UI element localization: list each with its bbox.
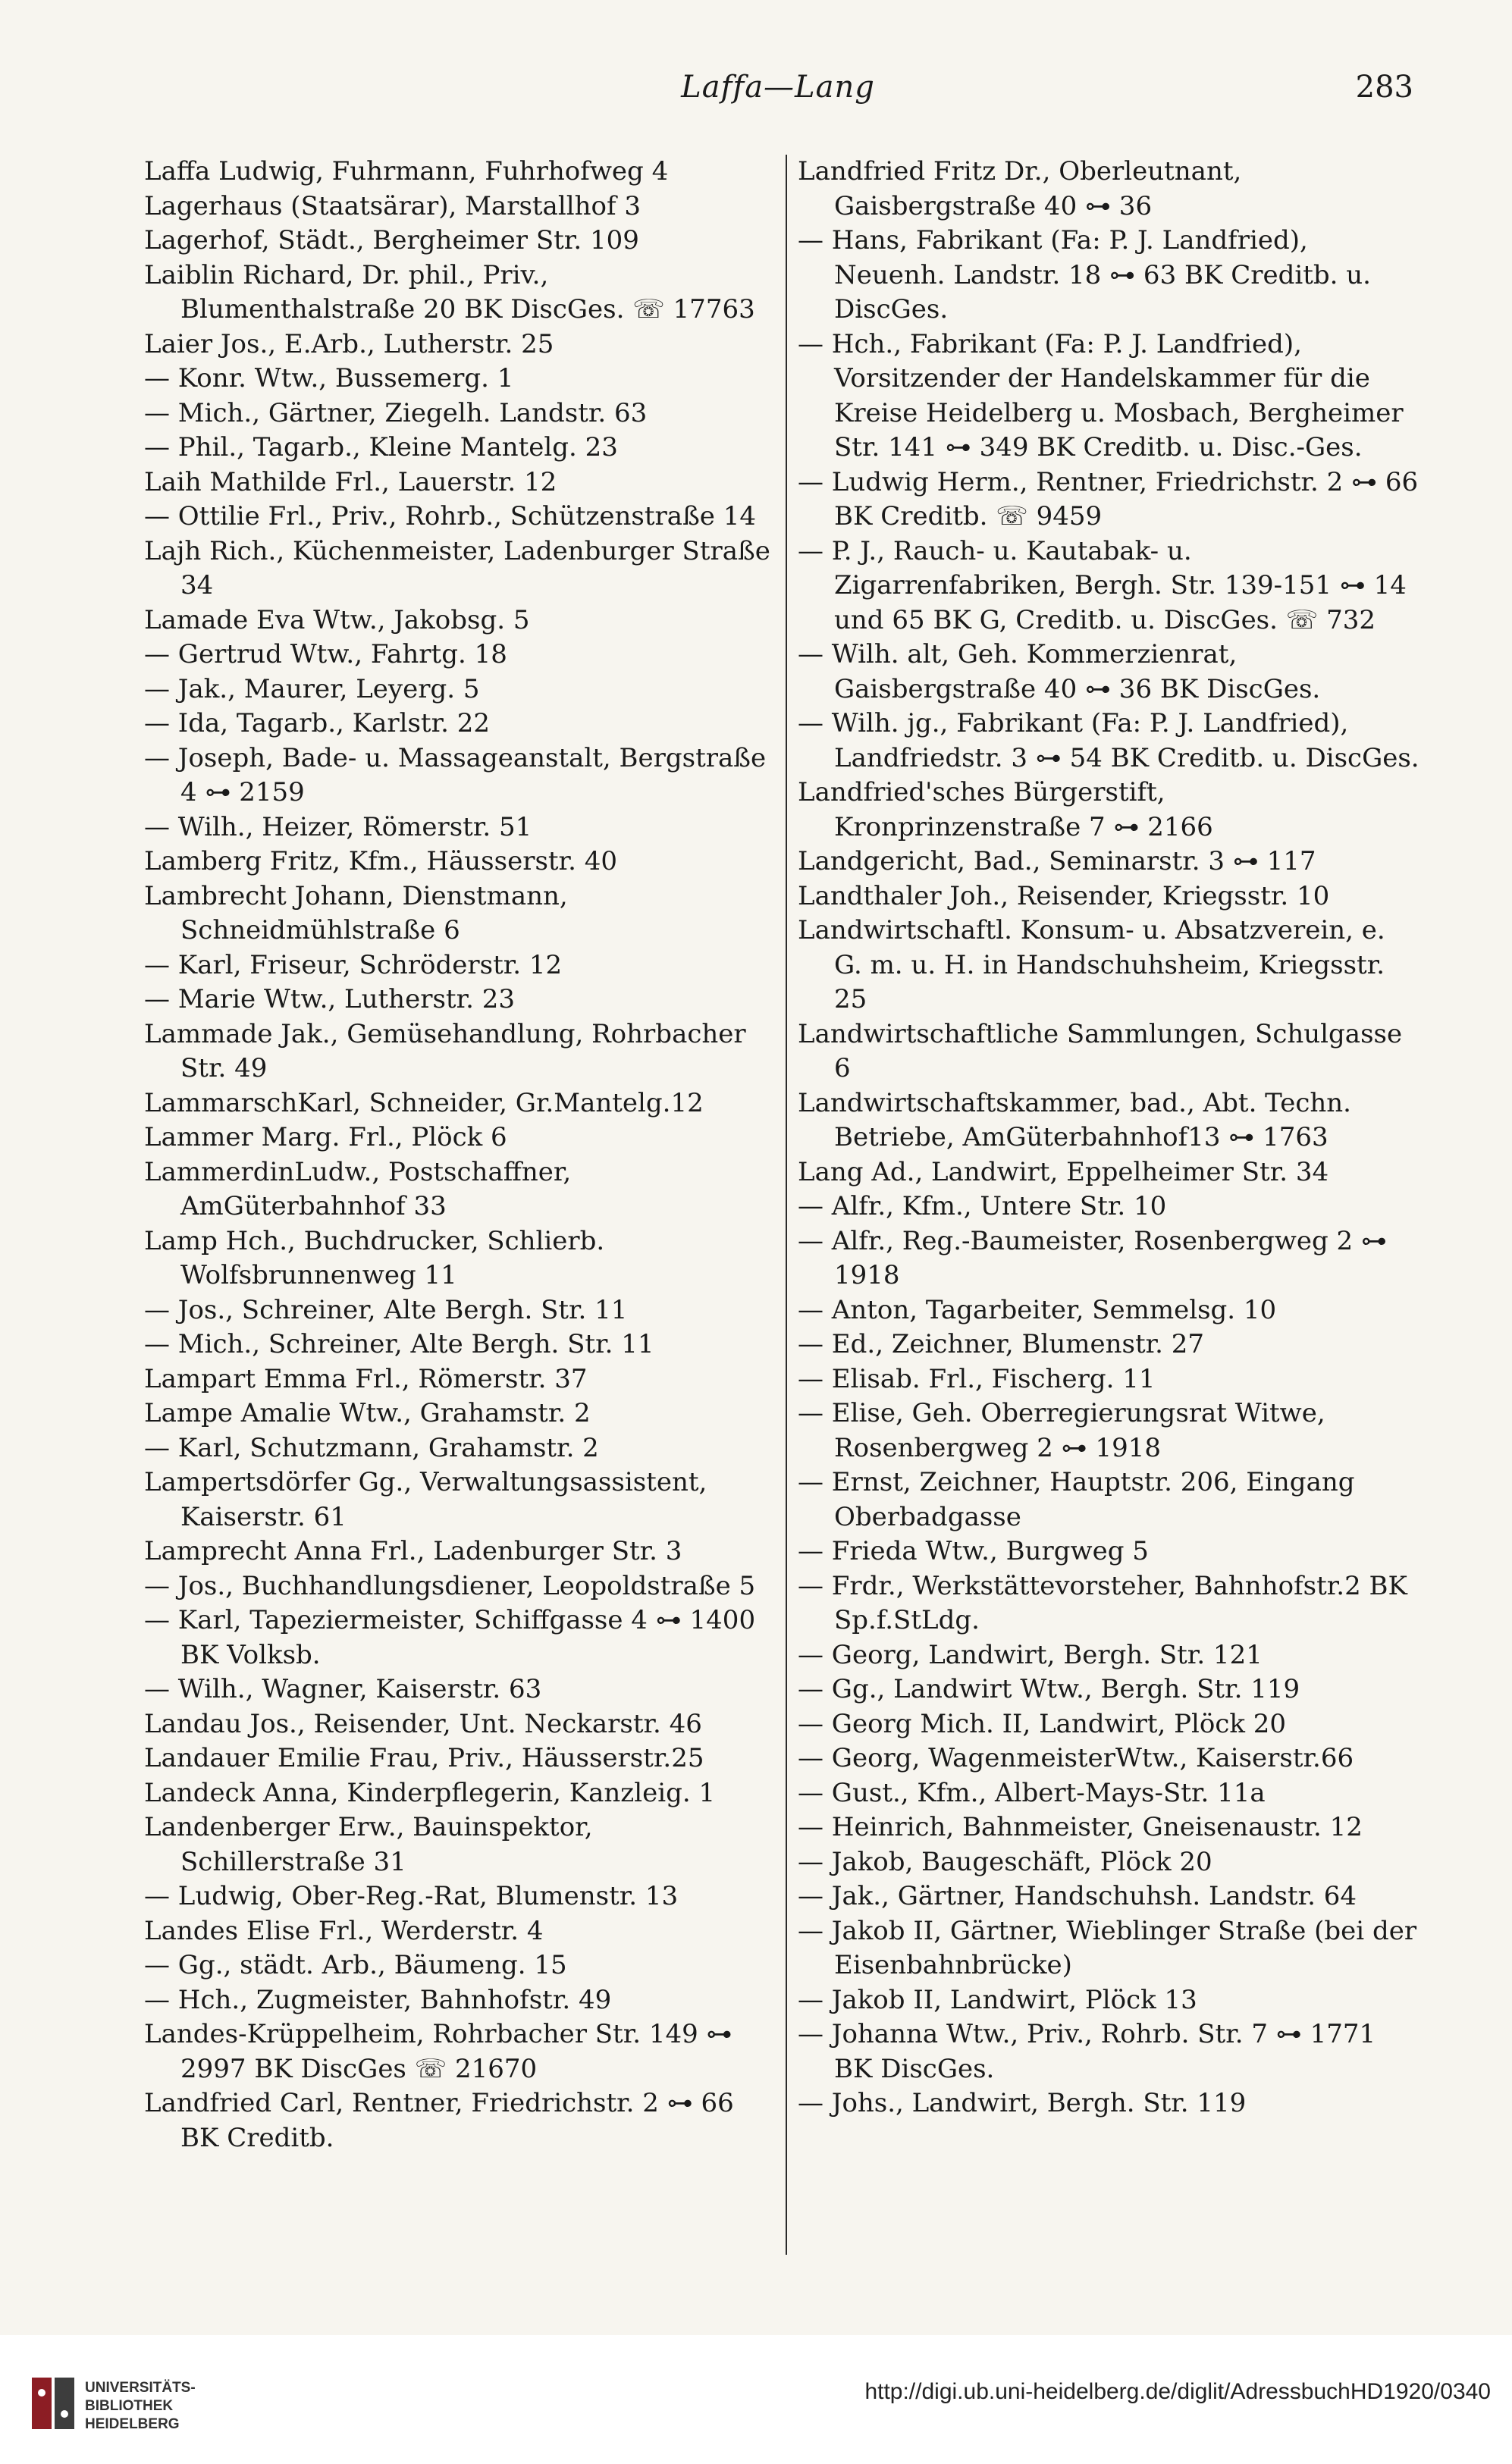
directory-entry: Landwirtschaftliche Sammlungen, Schulgasse 6 bbox=[798, 1018, 1403, 1083]
directory-entry: — Hch., Fabrikant (Fa: P. J. Landfried), Vorsitzender der Handelskammer für die Kreise Heidelberg u. Mosbach, Bergheimer Str. 141 ⊶ 349 BK Creditb. u. Disc.-Ges. bbox=[798, 328, 1404, 462]
directory-entry: Landau Jos., Reisender, Unt. Neckarstr. 46 bbox=[144, 1708, 702, 1739]
directory-entry: — Johs., Landwirt, Bergh. Str. 119 bbox=[798, 2088, 1247, 2118]
directory-entry: — Johanna Wtw., Priv., Rohrb. Str. 7 ⊶ 1771 BK DiscGes. bbox=[798, 2019, 1376, 2084]
directory-entry: Lammade Jak., Gemüsehandlung, Rohrbacher Str. 49 bbox=[144, 1018, 746, 1083]
directory-entry: — Mich., Gärtner, Ziegelh. Landstr. 63 bbox=[144, 397, 648, 428]
directory-entry: — Georg, WagenmeisterWtw., Kaiserstr.66 bbox=[798, 1743, 1354, 1773]
directory-entry: — Gertrud Wtw., Fahrtg. 18 bbox=[144, 639, 507, 669]
directory-entry: Lamberg Fritz, Kfm., Häusserstr. 40 bbox=[144, 846, 617, 876]
directory-entry: — Alfr., Kfm., Untere Str. 10 bbox=[798, 1191, 1167, 1221]
directory-entry: — Mich., Schreiner, Alte Bergh. Str. 11 bbox=[144, 1329, 654, 1359]
directory-entry: — Georg, Landwirt, Bergh. Str. 121 bbox=[798, 1639, 1263, 1670]
directory-entry: Lajh Rich., Küchenmeister, Ladenburger Straße 34 bbox=[144, 535, 770, 600]
library-logo[interactable] bbox=[30, 2373, 212, 2434]
directory-entry: — Karl, Schutzmann, Grahamstr. 2 bbox=[144, 1432, 599, 1463]
directory-entry: Lamprecht Anna Frl., Ladenburger Str. 3 bbox=[144, 1536, 682, 1566]
directory-entry: — Wilh. alt, Geh. Kommerzienrat, Gaisbergstraße 40 ⊶ 36 BK DiscGes. bbox=[798, 639, 1321, 704]
directory-entry: — Ernst, Zeichner, Hauptstr. 206, Eingang Oberbadgasse bbox=[798, 1467, 1355, 1532]
directory-entry: Landfried'sches Bürgerstift, Kronprinzenstraße 7 ⊶ 2166 bbox=[798, 777, 1213, 842]
directory-entry: — Jak., Maurer, Leyerg. 5 bbox=[144, 673, 480, 704]
directory-entry: — Elise, Geh. Oberregierungsrat Witwe, Rosenbergweg 2 ⊶ 1918 bbox=[798, 1398, 1325, 1463]
directory-entry: Lampart Emma Frl., Römerstr. 37 bbox=[144, 1363, 588, 1394]
directory-entry: Landes-Krüppelheim, Rohrbacher Str. 149 ⊶ 2997 BK DiscGes ☏ 21670 bbox=[144, 2019, 732, 2084]
directory-entry: — Heinrich, Bahnmeister, Gneisenaustr. 12 bbox=[798, 1812, 1363, 1842]
directory-entry: Laiblin Richard, Dr. phil., Priv., Blumenthalstraße 20 BK DiscGes. ☏ 17763 bbox=[144, 259, 755, 324]
directory-entry: Laffa Ludwig, Fuhrmann, Fuhrhofweg 4 bbox=[144, 156, 669, 187]
directory-entry: Lang Ad., Landwirt, Eppelheimer Str. 34 bbox=[798, 1156, 1329, 1187]
source-url[interactable]: http://digi.ub.uni-heidelberg.de/diglit/AdressbuchHD1920/0340 bbox=[864, 2379, 1491, 2404]
directory-entry: — Elisab. Frl., Fischerg. 11 bbox=[798, 1363, 1156, 1394]
directory-entry: — Gg., Landwirt Wtw., Bergh. Str. 119 bbox=[798, 1674, 1300, 1704]
directory-entry: — Joseph, Bade- u. Massageanstalt, Bergstraße 4 ⊶ 2159 bbox=[144, 742, 767, 807]
directory-entry: Landauer Emilie Frau, Priv., Häusserstr.25 bbox=[144, 1743, 704, 1773]
directory-entry: — Wilh. jg., Fabrikant (Fa: P. J. Landfried), Landfriedstr. 3 ⊶ 54 BK Creditb. u. DiscGes. bbox=[798, 708, 1419, 773]
library-name bbox=[85, 2379, 196, 2434]
directory-entry: — Ed., Zeichner, Blumenstr. 27 bbox=[798, 1329, 1205, 1359]
directory-entry: LammerdinLudw., Postschaffner, AmGüterbahnhof 33 bbox=[144, 1156, 572, 1221]
directory-entry: Lampe Amalie Wtw., Grahamstr. 2 bbox=[144, 1398, 591, 1428]
directory-entry: Landenberger Erw., Bauinspektor, Schillerstraße 31 bbox=[144, 1812, 593, 1877]
directory-entry: — Gg., städt. Arb., Bäumeng. 15 bbox=[144, 1950, 567, 1980]
directory-entry: — Phil., Tagarb., Kleine Mantelg. 23 bbox=[144, 432, 618, 462]
directory-entry: Landfried Fritz Dr., Oberleutnant, Gaisbergstraße 40 ⊶ 36 bbox=[798, 156, 1242, 221]
directory-entry: — Alfr., Reg.-Baumeister, Rosenbergweg 2 ⊶ 1918 bbox=[798, 1225, 1387, 1290]
directory-entry: Lagerhof, Städt., Bergheimer Str. 109 bbox=[144, 225, 639, 255]
directory-entry: — Karl, Tapeziermeister, Schiffgasse 4 ⊶ 1400 BK Volksb. bbox=[144, 1605, 756, 1670]
directory-entry: Landfried Carl, Rentner, Friedrichstr. 2 ⊶ 66 BK Creditb. bbox=[144, 2088, 734, 2153]
directory-entry: — Georg Mich. II, Landwirt, Plöck 20 bbox=[798, 1708, 1287, 1739]
directory-entry: — Wilh., Heizer, Römerstr. 51 bbox=[144, 811, 532, 842]
directory-entry: Lagerhaus (Staatsärar), Marstallhof 3 bbox=[144, 190, 641, 221]
directory-entry: Lamp Hch., Buchdrucker, Schlierb. Wolfsbrunnenweg 11 bbox=[144, 1225, 605, 1290]
directory-entry: — Frdr., Werkstättevorsteher, Bahnhofstr.2 BK Sp.f.StLdg. bbox=[798, 1570, 1407, 1635]
directory-entry: — Jos., Schreiner, Alte Bergh. Str. 11 bbox=[144, 1294, 628, 1325]
directory-entry: Lamade Eva Wtw., Jakobsg. 5 bbox=[144, 604, 530, 635]
library-crest-icon bbox=[30, 2373, 76, 2434]
directory-entry: Landthaler Joh., Reisender, Kriegsstr. 10 bbox=[798, 880, 1330, 911]
directory-entry: — Karl, Friseur, Schröderstr. 12 bbox=[144, 949, 563, 980]
directory-entry: — Jakob II, Gärtner, Wieblinger Straße (bei der Eisenbahnbrücke) bbox=[798, 1915, 1417, 1980]
directory-entry: — Jakob, Baugeschäft, Plöck 20 bbox=[798, 1846, 1212, 1877]
left-column bbox=[144, 155, 773, 2217]
directory-entry: — Anton, Tagarbeiter, Semmelsg. 10 bbox=[798, 1294, 1277, 1325]
directory-entry: — Gust., Kfm., Albert-Mays-Str. 11a bbox=[798, 1777, 1266, 1808]
library-name-line: HEIDELBERG bbox=[85, 2416, 180, 2432]
directory-entry: — Konr. Wtw., Bussemerg. 1 bbox=[144, 363, 514, 393]
directory-entry: — Marie Wtw., Lutherstr. 23 bbox=[144, 984, 515, 1014]
directory-entry: — P. J., Rauch- u. Kautabak- u. Zigarrenfabriken, Bergh. Str. 139-151 ⊶ 14 und 65 BK G, Creditb. u. DiscGes. ☏ 732 bbox=[798, 535, 1407, 635]
directory-entry: — Hch., Zugmeister, Bahnhofstr. 49 bbox=[144, 1984, 612, 2015]
page-header bbox=[143, 70, 1413, 115]
directory-entry: Lambrecht Johann, Dienstmann, Schneidmühlstraße 6 bbox=[144, 880, 568, 945]
directory-entry: Landwirtschaftskammer, bad., Abt. Techn. Betriebe, AmGüterbahnhof13 ⊶ 1763 bbox=[798, 1087, 1351, 1152]
directory-entry: Lammer Marg. Frl., Plöck 6 bbox=[144, 1122, 507, 1152]
directory-entry: — Jak., Gärtner, Handschuhsh. Landstr. 64 bbox=[798, 1881, 1357, 1911]
directory-entry: — Ludwig, Ober-Reg.-Rat, Blumenstr. 13 bbox=[144, 1881, 679, 1911]
directory-entry: Landes Elise Frl., Werderstr. 4 bbox=[144, 1915, 544, 1946]
directory-entry: Landgericht, Bad., Seminarstr. 3 ⊶ 117 bbox=[798, 846, 1316, 876]
directory-entry: LammarschKarl, Schneider, Gr.Mantelg.12 bbox=[144, 1087, 704, 1118]
directory-entry: Landeck Anna, Kinderpflegerin, Kanzleig. 1 bbox=[144, 1777, 716, 1808]
directory-entry: — Ludwig Herm., Rentner, Friedrichstr. 2 ⊶ 66 BK Creditb. ☏ 9459 bbox=[798, 466, 1419, 531]
right-column bbox=[798, 155, 1419, 2217]
directory-entry: Lampertsdörfer Gg., Verwaltungsassistent, Kaiserstr. 61 bbox=[144, 1467, 707, 1532]
column-divider bbox=[786, 155, 787, 2255]
directory-entry: — Ottilie Frl., Priv., Rohrb., Schützenstraße 14 bbox=[144, 501, 756, 531]
library-name-line: BIBLIOTHEK bbox=[85, 2398, 174, 2414]
directory-entry: Landwirtschaftl. Konsum- u. Absatzverein, e. G. m. u. H. in Handschuhsheim, Kriegsstr. 25 bbox=[798, 915, 1385, 1014]
directory-entry: Laih Mathilde Frl., Lauerstr. 12 bbox=[144, 466, 557, 497]
directory-entry: — Frieda Wtw., Burgweg 5 bbox=[798, 1536, 1149, 1566]
directory-entry: — Ida, Tagarb., Karlstr. 22 bbox=[144, 708, 490, 738]
library-name-line: UNIVERSITÄTS- bbox=[85, 2380, 196, 2396]
directory-entry: — Jos., Buchhandlungsdiener, Leopoldstraße 5 bbox=[144, 1570, 756, 1601]
directory-entry: — Jakob II, Landwirt, Plöck 13 bbox=[798, 1984, 1197, 2015]
page-number: 283 bbox=[1355, 70, 1413, 105]
directory-entry: — Wilh., Wagner, Kaiserstr. 63 bbox=[144, 1674, 542, 1704]
running-title: Laffa—Lang bbox=[681, 70, 875, 105]
directory-entry: Laier Jos., E.Arb., Lutherstr. 25 bbox=[144, 328, 554, 359]
directory-entry: — Hans, Fabrikant (Fa: P. J. Landfried), Neuenh. Landstr. 18 ⊶ 63 BK Creditb. u. DiscGes. bbox=[798, 225, 1371, 324]
